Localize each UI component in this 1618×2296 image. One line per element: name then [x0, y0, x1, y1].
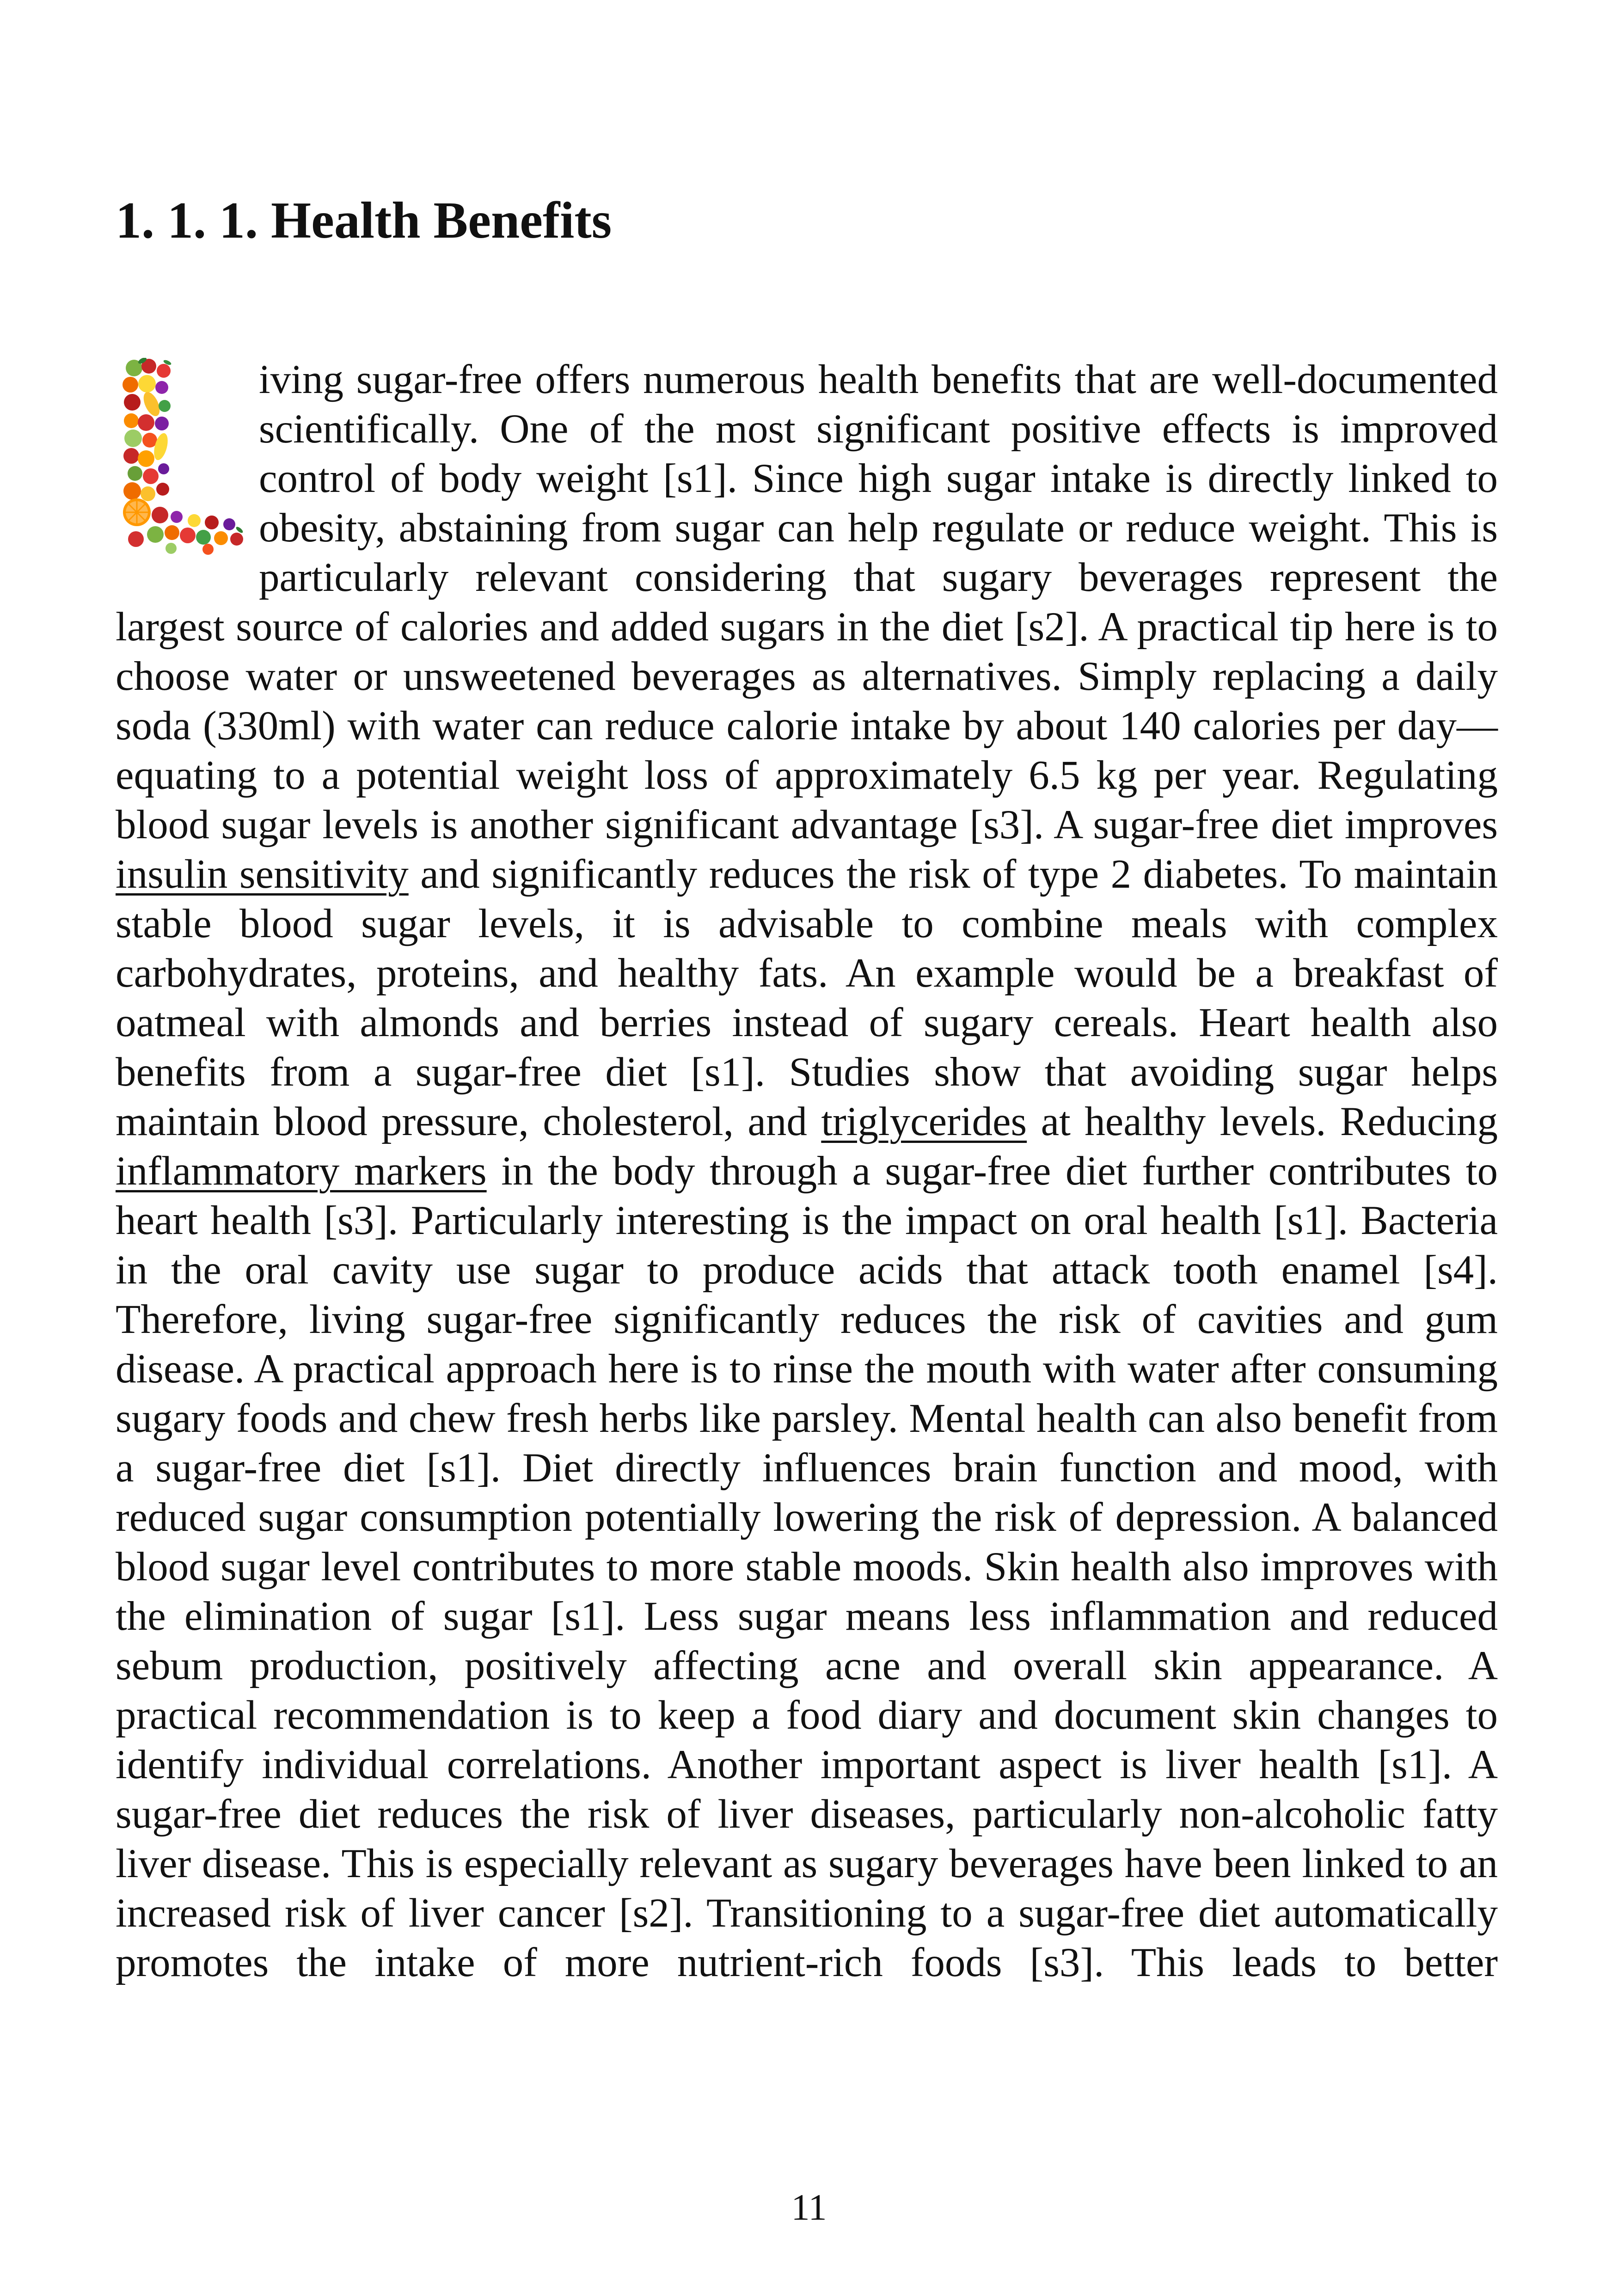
body-paragraph [116, 355, 1498, 1988]
section-heading: 1. 1. 1. Health Benefits [116, 192, 612, 249]
glossary-term-inflammatory-markers[interactable]: inflammatory markers [116, 1148, 487, 1194]
paragraph-text: at healthy levels. Reducing [1027, 1099, 1498, 1144]
glossary-term-triglycerides[interactable]: triglycerides [821, 1099, 1027, 1144]
glossary-term-insulin-sensitivity[interactable]: insulin sensitivity [116, 852, 409, 897]
paragraph-text: iving sugar-free offers numerous health benefits that are well-documented scientifically. One of the most significant positive effects is improved control of body weight [s1]. Since high sugar intake is directly linked to obesity, abstaining from sugar can help regulate or reduce weight. This is particularly relevant considering that sugary beverages represent the largest source of calories and added sugars in the diet [s2]. A practical tip here is to choose water or unsweetened beverages as alternatives. Simply replacing a daily soda (330ml) with water can reduce calorie intake by about 140 calories per day—equating to a potential weight loss of approximately 6.5 kg per year. Regulating blood sugar levels is another significant advantage [s3]. A sugar-free diet improves [116, 357, 1498, 847]
page-number: 11 [791, 2187, 827, 2228]
fruit-letter-l-icon [116, 358, 245, 557]
drop-cap-letter-l [116, 358, 259, 557]
paragraph-text: and significantly reduces the risk of type 2 diabetes. To maintain stable blood sugar levels, it is advisable to combine meals with complex carbohydrates, proteins, and healthy fats. An example would be a breakfast of oatmeal with almonds and berries instead of sugary cereals. Heart health also benefits from a sugar-free diet [s1]. Studies show that avoiding sugar helps maintain blood pressure, cholesterol, and [116, 852, 1498, 1144]
paragraph-text: in the body through a sugar-free diet further contributes to heart health [s3]. Particularly interesting is the impact on oral health [s1]. Bacteria in the oral cavity use sugar to produce acids that attack tooth enamel [s4]. Therefore, living sugar-free significantly reduces the risk of cavities and gum disease. A practical approach here is to rinse the mouth with water after consuming sugary foods and chew fresh herbs like parsley. Mental health can also benefit from a sugar-free diet [s1]. Diet directly influences brain function and mood, with reduced sugar consumption potentially lowering the risk of depression. A balanced blood sugar level contributes to more stable moods. Skin health also improves with the elimination of sugar [s1]. Less sugar means less inflammation and reduced sebum production, positively affecting acne and overall skin appearance. A practical recommendation is to keep a food diary and document skin changes to identify individual correlations. Another important aspect is liver health [s1]. A sugar-free diet reduces the risk of liver diseases, particularly non-alcoholic fatty liver disease. This is especially relevant as sugary beverages have been linked to an increased risk of liver cancer [s2]. Transitioning to a sugar-free diet automatically promotes the intake of more nutrient-rich foods [s3]. This leads to better [116, 1148, 1498, 1985]
